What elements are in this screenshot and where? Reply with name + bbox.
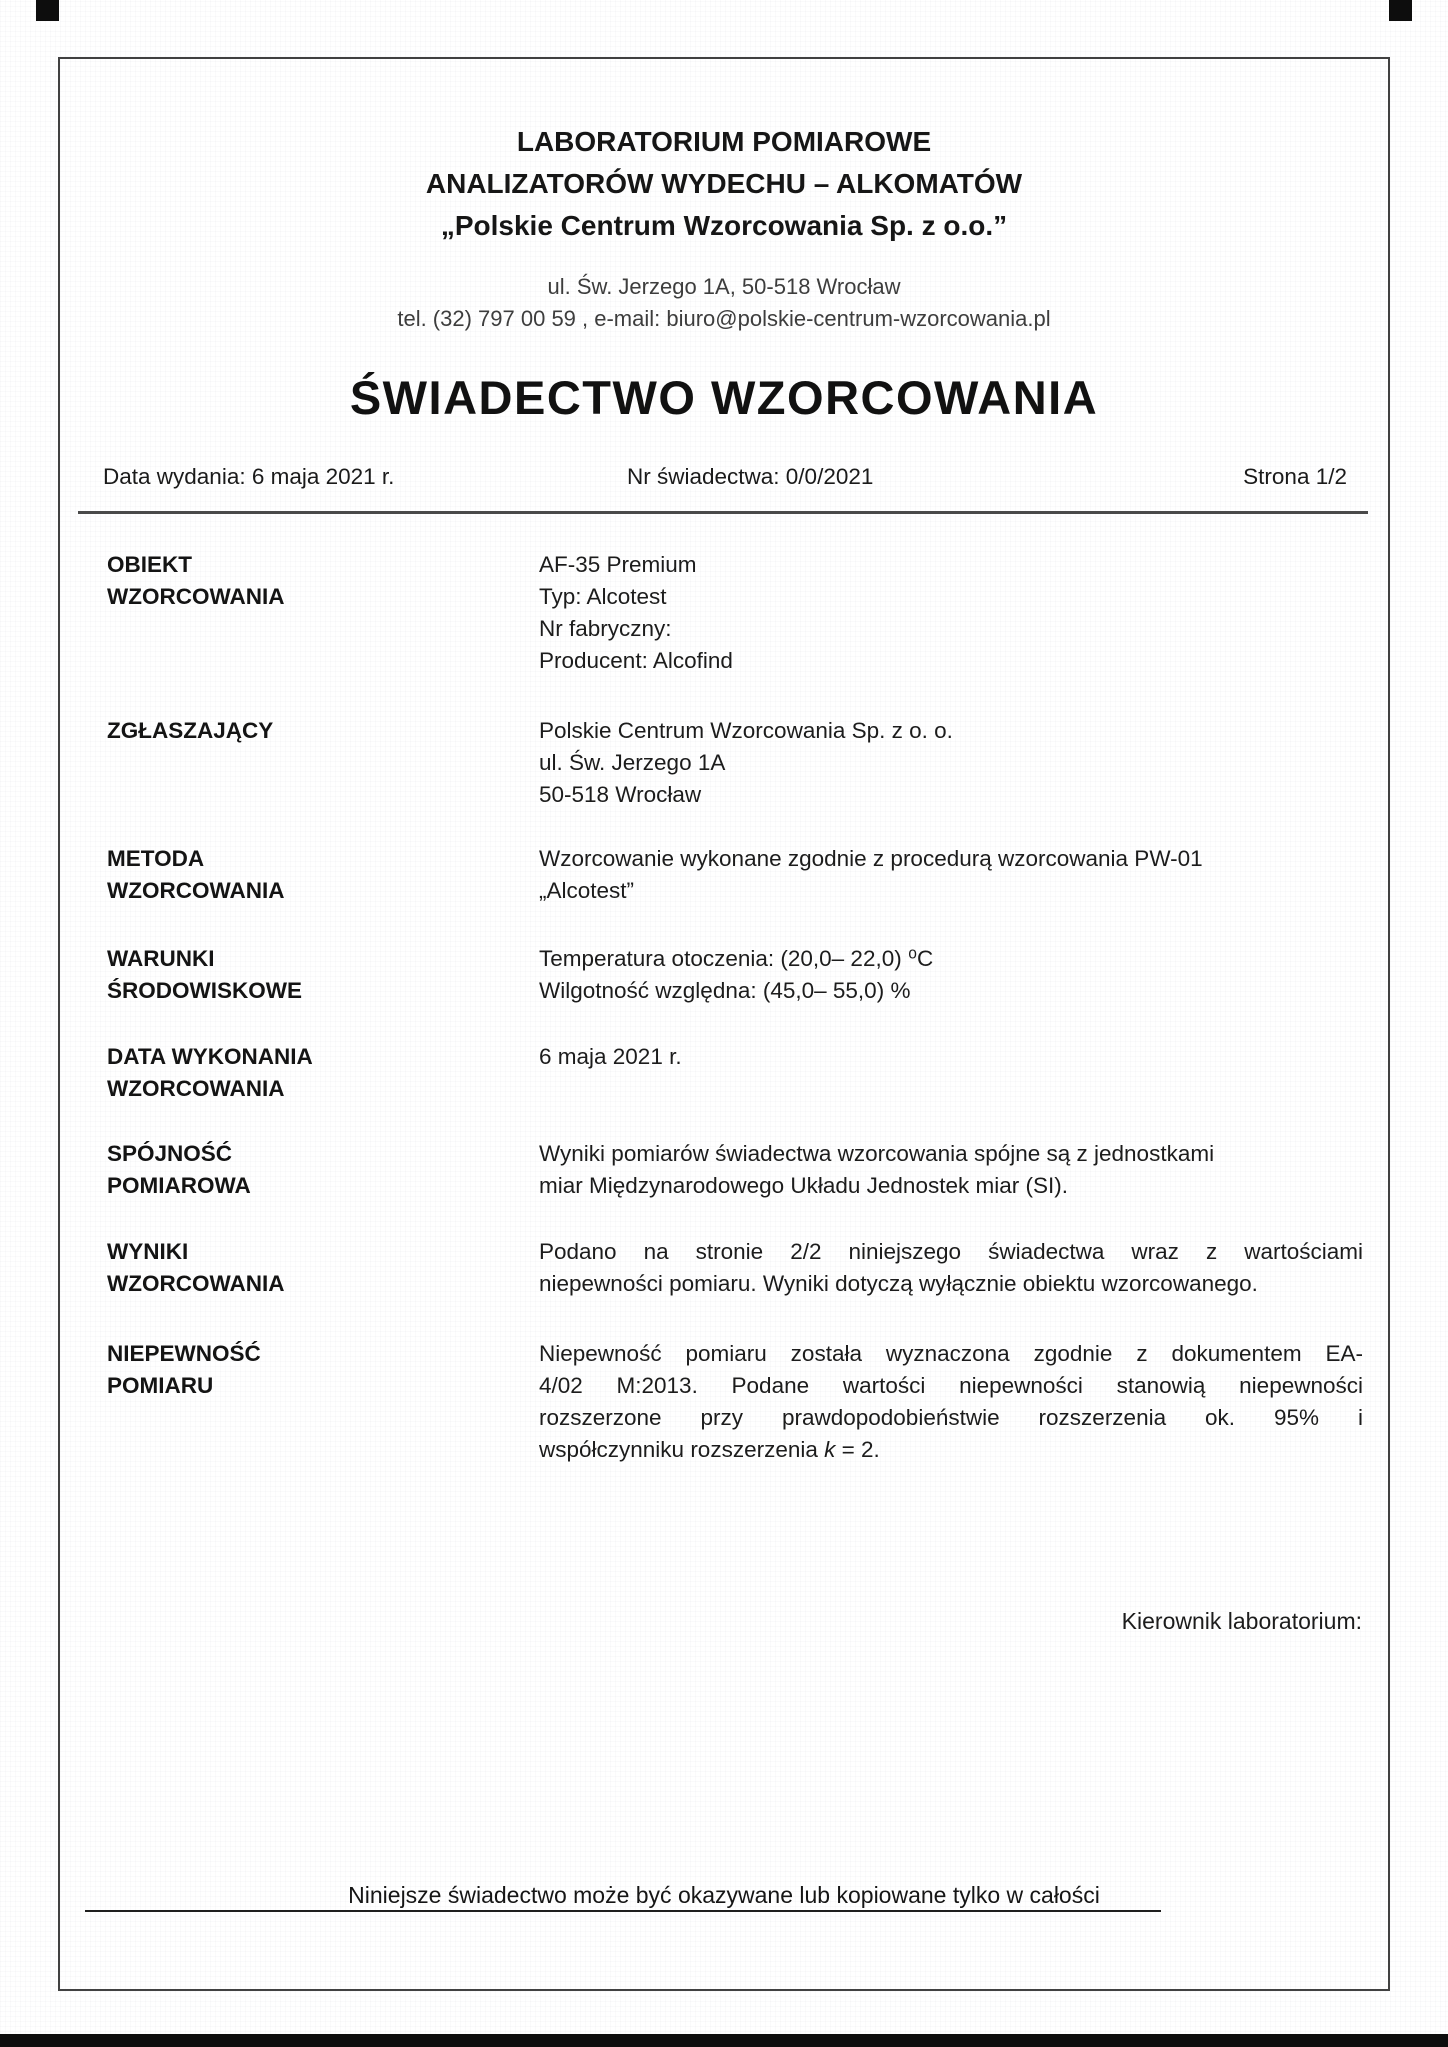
value-line: „Alcotest” — [539, 878, 635, 903]
section-label-zglaszajacy — [107, 715, 487, 747]
label-line: METODA — [107, 846, 205, 871]
section-label-niepewnosc — [107, 1338, 487, 1402]
issue-date: Data wydania: 6 maja 2021 r. — [103, 464, 395, 489]
value-line-justified: Podano na stronie 2/2 niniejszego świadectwa wraz z wartościami — [539, 1239, 1363, 1264]
certificate-number: Nr świadectwa: 0/0/2021 — [627, 464, 874, 489]
section-label-warunki — [107, 943, 487, 1007]
section-value-metoda — [539, 843, 1363, 907]
page-border — [58, 57, 1390, 1991]
value-text: = 2. — [835, 1437, 880, 1462]
value-line: Polskie Centrum Wzorcowania Sp. z o. o. — [539, 718, 953, 743]
value-line: miar Międzynarodowego Układu Jednostek miar (SI). — [539, 1173, 1068, 1198]
scan-mark-top-left — [36, 0, 59, 21]
label-line: ZGŁASZAJĄCY — [107, 718, 274, 743]
value-line: Producent: Alcofind — [539, 648, 733, 673]
lab-name-line3: „Polskie Centrum Wzorcowania Sp. z o.o.” — [440, 210, 1008, 241]
value-text: współczynniku rozszerzenia — [539, 1437, 825, 1462]
value-line: 6 maja 2021 r. — [539, 1044, 682, 1069]
section-value-niepewnosc — [539, 1338, 1363, 1466]
section-label-spojnosc — [107, 1138, 487, 1202]
label-line: SPÓJNOŚĆ — [107, 1141, 233, 1166]
value-line: Typ: Alcotest — [539, 584, 667, 609]
value-line: Temperatura otoczenia: (20,0– 22,0) ⁰C — [539, 946, 934, 971]
label-line: OBIEKT — [107, 552, 193, 577]
section-value-spojnosc — [539, 1138, 1363, 1202]
label-line: POMIARU — [107, 1373, 214, 1398]
section-label-data-wykonania — [107, 1041, 487, 1105]
lab-address: ul. Św. Jerzego 1A, 50-518 Wrocław — [547, 274, 901, 299]
lab-contact: tel. (32) 797 00 59 , e-mail: biuro@polskie-centrum-wzorcowania.pl — [397, 306, 1051, 331]
value-line: Nr fabryczny: — [539, 616, 672, 641]
value-line: ul. Św. Jerzego 1A — [539, 750, 726, 775]
label-line: POMIAROWA — [107, 1173, 251, 1198]
label-line: WZORCOWANIA — [107, 1076, 285, 1101]
footer-rule — [85, 1910, 1161, 1912]
header-divider — [78, 511, 1368, 514]
label-line: DATA WYKONANIA — [107, 1044, 313, 1069]
value-line-justified: 4/02 M:2013. Podane wartości niepewności stanowią niepewności — [539, 1373, 1363, 1398]
scan-edge-bottom — [0, 2034, 1448, 2047]
section-label-wyniki — [107, 1236, 487, 1300]
section-value-data-wykonania — [539, 1041, 1363, 1073]
label-line: WYNIKI — [107, 1239, 189, 1264]
label-line: WZORCOWANIA — [107, 584, 285, 609]
signature-label: Kierownik laboratorium: — [1121, 1608, 1362, 1634]
value-line-justified: Niepewność pomiaru została wyznaczona zgodnie z dokumentem EA- — [539, 1341, 1363, 1366]
value-line: AF-35 Premium — [539, 552, 697, 577]
section-value-warunki — [539, 943, 1363, 1007]
section-label-metoda — [107, 843, 487, 907]
section-value-obiekt — [539, 549, 1363, 677]
footer-note: Niniejsze świadectwo może być okazywane lub kopiowane tylko w całości — [348, 1882, 1100, 1908]
label-line: WARUNKI — [107, 946, 215, 971]
lab-header — [0, 121, 1448, 335]
lab-name-line2: ANALIZATORÓW WYDECHU – ALKOMATÓW — [425, 168, 1023, 199]
section-value-zglaszajacy — [539, 715, 1363, 811]
section-label-obiekt — [107, 549, 487, 613]
section-value-wyniki — [539, 1236, 1363, 1300]
label-line: WZORCOWANIA — [107, 878, 285, 903]
value-line: Wilgotność względna: (45,0– 55,0) % — [539, 978, 911, 1003]
label-line: NIEPEWNOŚĆ — [107, 1341, 261, 1366]
document-title: ŚWIADECTWO WZORCOWANIA — [349, 371, 1099, 424]
label-line: WZORCOWANIA — [107, 1271, 285, 1296]
value-line: Wzorcowanie wykonane zgodnie z procedurą wzorcowania PW-01 — [539, 846, 1203, 871]
scan-mark-top-right — [1389, 0, 1412, 21]
lab-name-line1: LABORATORIUM POMIAROWE — [516, 126, 932, 157]
label-line: ŚRODOWISKOWE — [107, 978, 302, 1003]
value-line: Wyniki pomiarów świadectwa wzorcowania spójne są z jednostkami — [539, 1141, 1215, 1166]
page-number: Strona 1/2 — [1243, 464, 1347, 489]
value-line-justified: rozszerzone przy prawdopodobieństwie rozszerzenia ok. 95% i — [539, 1405, 1363, 1430]
value-line: 50-518 Wrocław — [539, 782, 702, 807]
coverage-factor-symbol: k — [824, 1437, 836, 1462]
value-line: niepewności pomiaru. Wyniki dotyczą wyłącznie obiektu wzorcowanego. — [539, 1271, 1258, 1296]
value-line — [539, 1434, 1363, 1466]
